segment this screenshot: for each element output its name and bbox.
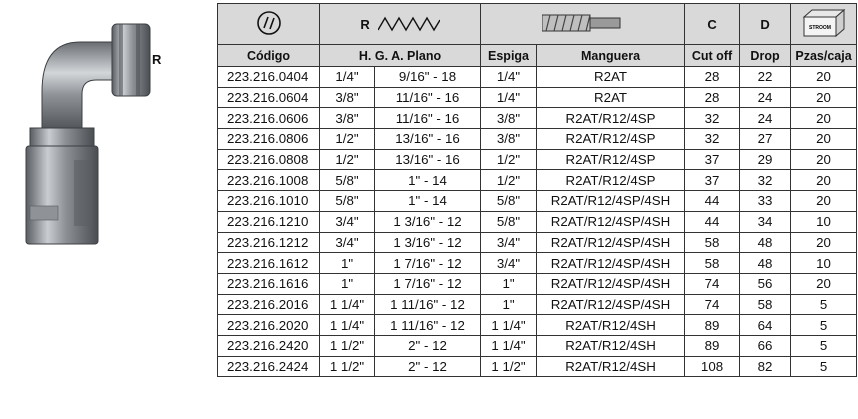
table-row xyxy=(218,191,857,212)
box-brand-text: STROOM xyxy=(808,24,831,31)
cell-thread: 13/16" - 16 xyxy=(375,129,481,150)
hose-symbol-cell xyxy=(481,4,685,45)
cell-cutoff: 32 xyxy=(685,129,740,150)
table-row xyxy=(218,108,857,129)
cell-size: 1" xyxy=(320,273,375,294)
cell-size: 5/8" xyxy=(320,170,375,191)
cell-cutoff: 32 xyxy=(685,108,740,129)
cutoff-letter-cell xyxy=(685,4,740,45)
cell-hose: R2AT/R12/4SP/4SH xyxy=(537,253,685,274)
col-cut-off: Cut off xyxy=(685,45,740,67)
thread-letter: R xyxy=(360,16,370,32)
table-row xyxy=(218,335,857,356)
cell-cutoff: 58 xyxy=(685,232,740,253)
cell-cutoff: 74 xyxy=(685,294,740,315)
cell-code: 223.216.1008 xyxy=(218,170,320,191)
cell-stem: 1" xyxy=(481,294,537,315)
cell-cutoff: 44 xyxy=(685,211,740,232)
cell-code: 223.216.2020 xyxy=(218,315,320,336)
cell-stem: 3/8" xyxy=(481,129,537,150)
hose-stem-icon xyxy=(542,12,624,34)
thread-seal-icon xyxy=(256,10,282,36)
col-espiga: Espiga xyxy=(481,45,537,67)
cell-code: 223.216.0404 xyxy=(218,67,320,88)
cell-hose: R2AT xyxy=(537,87,685,108)
cell-drop: 32 xyxy=(740,170,791,191)
cell-thread: 11/16" - 16 xyxy=(375,108,481,129)
cell-hose: R2AT/R12/4SH xyxy=(537,356,685,377)
cell-code: 223.216.0606 xyxy=(218,108,320,129)
cell-stem: 1/2" xyxy=(481,149,537,170)
table-row xyxy=(218,149,857,170)
cell-drop: 24 xyxy=(740,87,791,108)
col-pzas-caja: Pzas/caja xyxy=(791,45,857,67)
cell-cutoff: 28 xyxy=(685,67,740,88)
cell-qty: 20 xyxy=(791,149,857,170)
cell-code: 223.216.2016 xyxy=(218,294,320,315)
cell-hose: R2AT/R12/4SP xyxy=(537,129,685,150)
cell-cutoff: 44 xyxy=(685,191,740,212)
cell-hose: R2AT/R12/4SP xyxy=(537,170,685,191)
cell-thread: 1 7/16" - 12 xyxy=(375,253,481,274)
column-header-row xyxy=(218,45,857,67)
col-hga-plano: H. G. A. Plano xyxy=(320,45,481,67)
cell-hose: R2AT/R12/4SP/4SH xyxy=(537,294,685,315)
product-spec-table xyxy=(217,3,857,377)
cell-size: 5/8" xyxy=(320,191,375,212)
table-row xyxy=(218,232,857,253)
table-row xyxy=(218,129,857,150)
cell-qty: 5 xyxy=(791,335,857,356)
cell-qty: 20 xyxy=(791,67,857,88)
thread-seal-symbol-cell xyxy=(218,4,320,45)
cell-thread: 1 11/16" - 12 xyxy=(375,294,481,315)
side-label-r: R xyxy=(152,52,162,67)
cell-qty: 10 xyxy=(791,253,857,274)
table-row xyxy=(218,67,857,88)
cell-drop: 58 xyxy=(740,294,791,315)
thread-symbol-cell xyxy=(320,4,481,45)
cell-stem: 5/8" xyxy=(481,211,537,232)
cell-code: 223.216.2420 xyxy=(218,335,320,356)
cell-qty: 5 xyxy=(791,315,857,336)
cell-hose: R2AT/R12/4SP xyxy=(537,149,685,170)
cell-size: 3/4" xyxy=(320,232,375,253)
cell-cutoff: 74 xyxy=(685,273,740,294)
cell-drop: 48 xyxy=(740,232,791,253)
cell-qty: 20 xyxy=(791,232,857,253)
cell-stem: 3/8" xyxy=(481,108,537,129)
cell-cutoff: 37 xyxy=(685,170,740,191)
cell-qty: 10 xyxy=(791,211,857,232)
box-icon xyxy=(800,8,848,38)
cell-drop: 33 xyxy=(740,191,791,212)
cell-stem: 5/8" xyxy=(481,191,537,212)
cell-size: 1 1/4" xyxy=(320,315,375,336)
cell-hose: R2AT/R12/4SP/4SH xyxy=(537,211,685,232)
cell-size: 3/8" xyxy=(320,108,375,129)
cell-hose: R2AT/R12/4SP/4SH xyxy=(537,191,685,212)
cell-code: 223.216.1616 xyxy=(218,273,320,294)
cell-thread: 2" - 12 xyxy=(375,356,481,377)
cell-hose: R2AT/R12/4SP/4SH xyxy=(537,232,685,253)
cell-qty: 20 xyxy=(791,87,857,108)
col-codigo: Código xyxy=(218,45,320,67)
cell-hose: R2AT/R12/4SH xyxy=(537,315,685,336)
cell-thread: 11/16" - 16 xyxy=(375,87,481,108)
col-drop: Drop xyxy=(740,45,791,67)
cell-size: 3/8" xyxy=(320,87,375,108)
table-row xyxy=(218,356,857,377)
cell-qty: 5 xyxy=(791,294,857,315)
cell-hose: R2AT xyxy=(537,67,685,88)
table-row xyxy=(218,211,857,232)
table-row xyxy=(218,253,857,274)
table-row xyxy=(218,170,857,191)
cell-stem: 1/2" xyxy=(481,170,537,191)
cell-cutoff: 28 xyxy=(685,87,740,108)
cell-qty: 20 xyxy=(791,170,857,191)
cell-stem: 3/4" xyxy=(481,253,537,274)
cell-cutoff: 89 xyxy=(685,335,740,356)
cell-thread: 1 7/16" - 12 xyxy=(375,273,481,294)
cell-hose: R2AT/R12/4SP xyxy=(537,108,685,129)
cell-stem: 1/4" xyxy=(481,87,537,108)
elbow-fitting-image xyxy=(8,10,178,250)
cell-thread: 1" - 14 xyxy=(375,170,481,191)
cell-thread: 1 11/16" - 12 xyxy=(375,315,481,336)
cell-drop: 29 xyxy=(740,149,791,170)
cell-cutoff: 37 xyxy=(685,149,740,170)
cell-drop: 82 xyxy=(740,356,791,377)
cell-cutoff: 108 xyxy=(685,356,740,377)
table-row xyxy=(218,273,857,294)
cell-size: 3/4" xyxy=(320,211,375,232)
cell-thread: 1" - 14 xyxy=(375,191,481,212)
box-symbol-cell xyxy=(791,4,857,45)
cell-hose: R2AT/R12/4SP/4SH xyxy=(537,273,685,294)
table-row xyxy=(218,294,857,315)
cell-code: 223.216.1612 xyxy=(218,253,320,274)
cell-cutoff: 89 xyxy=(685,315,740,336)
cell-hose: R2AT/R12/4SH xyxy=(537,335,685,356)
cell-drop: 27 xyxy=(740,129,791,150)
cell-drop: 56 xyxy=(740,273,791,294)
cell-size: 1/2" xyxy=(320,149,375,170)
cell-drop: 24 xyxy=(740,108,791,129)
cell-qty: 20 xyxy=(791,191,857,212)
cell-size: 1 1/4" xyxy=(320,294,375,315)
table-row xyxy=(218,315,857,336)
cell-qty: 20 xyxy=(791,108,857,129)
cell-thread: 1 3/16" - 12 xyxy=(375,211,481,232)
cell-thread: 9/16" - 18 xyxy=(375,67,481,88)
cell-size: 1 1/2" xyxy=(320,356,375,377)
cell-qty: 20 xyxy=(791,273,857,294)
drop-letter: D xyxy=(760,16,770,32)
thread-profile-icon xyxy=(378,16,440,32)
cell-stem: 1 1/2" xyxy=(481,356,537,377)
cell-size: 1 1/2" xyxy=(320,335,375,356)
cell-code: 223.216.1210 xyxy=(218,211,320,232)
cell-stem: 1/4" xyxy=(481,67,537,88)
cell-code: 223.216.0806 xyxy=(218,129,320,150)
cell-size: 1/2" xyxy=(320,129,375,150)
cell-code: 223.216.1010 xyxy=(218,191,320,212)
cell-thread: 2" - 12 xyxy=(375,335,481,356)
cell-cutoff: 58 xyxy=(685,253,740,274)
cell-drop: 22 xyxy=(740,67,791,88)
cell-drop: 66 xyxy=(740,335,791,356)
cell-thread: 1 3/16" - 12 xyxy=(375,232,481,253)
cell-drop: 64 xyxy=(740,315,791,336)
cell-stem: 1 1/4" xyxy=(481,315,537,336)
cell-stem: 3/4" xyxy=(481,232,537,253)
cutoff-letter: C xyxy=(707,16,717,32)
col-manguera: Manguera xyxy=(537,45,685,67)
icon-header-row xyxy=(218,4,857,45)
cell-code: 223.216.2424 xyxy=(218,356,320,377)
cell-code: 223.216.0808 xyxy=(218,149,320,170)
cell-drop: 48 xyxy=(740,253,791,274)
cell-size: 1/4" xyxy=(320,67,375,88)
cell-stem: 1" xyxy=(481,273,537,294)
drop-letter-cell xyxy=(740,4,791,45)
cell-size: 1" xyxy=(320,253,375,274)
cell-qty: 20 xyxy=(791,129,857,150)
cell-code: 223.216.0604 xyxy=(218,87,320,108)
cell-drop: 34 xyxy=(740,211,791,232)
table-row xyxy=(218,87,857,108)
cell-thread: 13/16" - 16 xyxy=(375,149,481,170)
cell-stem: 1 1/4" xyxy=(481,335,537,356)
cell-code: 223.216.1212 xyxy=(218,232,320,253)
cell-qty: 5 xyxy=(791,356,857,377)
